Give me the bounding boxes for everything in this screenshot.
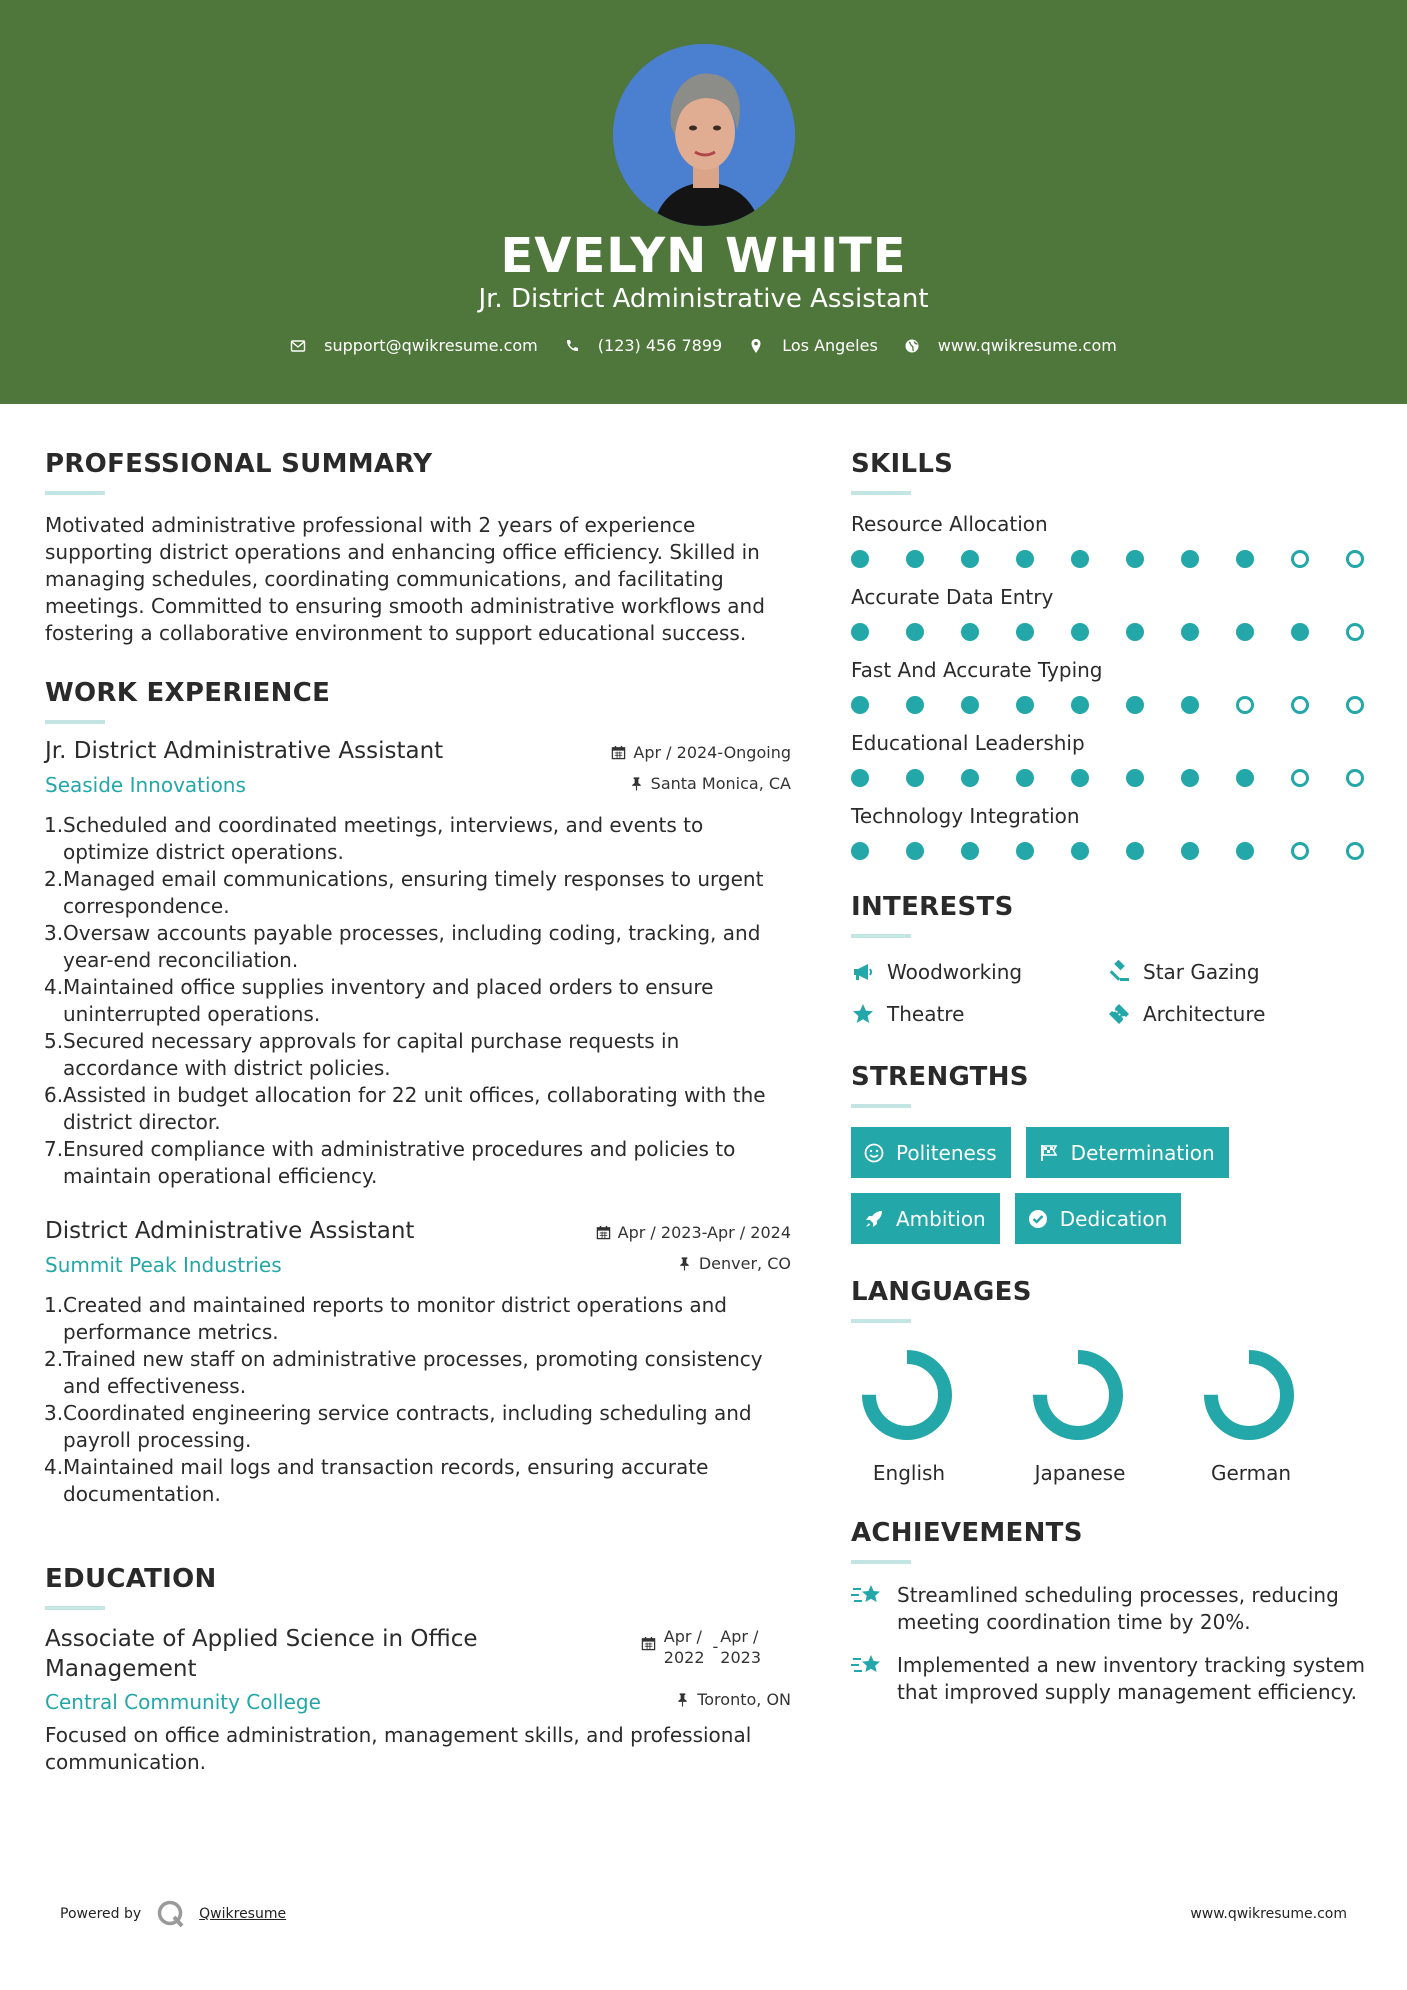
ticket-icon (1107, 1002, 1131, 1026)
rating-dot-filled (906, 550, 924, 568)
shooting-star-icon (851, 1652, 885, 1682)
school-name: Central Community College (45, 1690, 321, 1714)
phone-text: (123) 456 7899 (597, 336, 723, 355)
rating-dot-filled (961, 696, 979, 714)
rating-dot-filled (1016, 696, 1034, 714)
rating-dot-filled (1236, 769, 1254, 787)
language-level-ring (857, 1345, 957, 1445)
duty-item: 7. Ensured compliance with administrative procedures and policies to maintain operational efficiency. (44, 1137, 736, 1188)
skills-section (851, 449, 1371, 862)
rating-dot-filled (1236, 842, 1254, 860)
education-date (641, 1626, 761, 1668)
section-divider (45, 491, 105, 495)
job-entry (45, 1218, 791, 1508)
rating-dot-filled (961, 769, 979, 787)
rating-dot-filled (851, 623, 869, 641)
achievements-heading: ACHIEVEMENTS (851, 1518, 1083, 1548)
rating-dot-empty (1291, 550, 1309, 568)
job-location-text: Denver, CO (698, 1254, 791, 1273)
education-location-text: Toronto, ON (697, 1690, 791, 1709)
rating-dot-filled (1181, 769, 1199, 787)
interest-item: Star Gazing (1107, 960, 1363, 984)
rating-dot-filled (1071, 696, 1089, 714)
globe-icon (904, 338, 920, 354)
languages-list (851, 1345, 1371, 1485)
smile-icon (863, 1142, 885, 1164)
map-marker-icon (748, 338, 764, 354)
strengths-section (851, 1062, 1371, 1244)
summary-heading: PROFESSIONAL SUMMARY (45, 449, 433, 479)
skill-rating (851, 696, 1371, 716)
section-divider (851, 934, 911, 938)
rating-dot-filled (1236, 550, 1254, 568)
job-duties (45, 1292, 791, 1508)
job-company: Seaside Innovations (45, 773, 246, 797)
skill-rating (851, 550, 1371, 570)
rating-dot-filled (1181, 842, 1199, 860)
duty-item: 1. Scheduled and coordinated meetings, interviews, and events to optimize district operations. (44, 813, 704, 864)
skill-item (851, 585, 1371, 643)
calendar-icon (641, 1636, 656, 1651)
achievements-section (851, 1518, 1371, 1706)
education-entry (45, 1624, 791, 1776)
strength-badge: Politeness (851, 1127, 1011, 1178)
language-item (1022, 1345, 1193, 1485)
footer-powered-by (60, 1898, 286, 1930)
job-date-text: Apr / 2023-Apr / 2024 (617, 1223, 791, 1242)
education-date-start: Apr / 2022 (663, 1627, 705, 1667)
achievement-item: Implemented a new inventory tracking system that improved supply management efficiency. (851, 1652, 1371, 1706)
language-name: English (872, 1461, 946, 1485)
skill-rating (851, 842, 1371, 862)
rating-dot-filled (1126, 623, 1144, 641)
right-column (851, 404, 1371, 1706)
flag-icon (1038, 1142, 1060, 1164)
shooting-star-icon (851, 1582, 885, 1612)
rating-dot-filled (1071, 623, 1089, 641)
skill-name: Educational Leadership (851, 731, 1085, 755)
skill-item (851, 512, 1371, 570)
rating-dot-filled (1181, 623, 1199, 641)
skill-name: Fast And Accurate Typing (851, 658, 1103, 682)
section-divider (851, 1560, 911, 1564)
degree-title: Associate of Applied Science in Office Management (45, 1626, 478, 1682)
section-divider (851, 491, 911, 495)
skill-name: Accurate Data Entry (851, 585, 1054, 609)
calendar-icon (596, 1225, 611, 1240)
rating-dot-filled (1126, 550, 1144, 568)
language-item (1193, 1345, 1364, 1485)
skills-list (851, 512, 1371, 862)
education-date-end: Apr / 2023 (720, 1627, 761, 1667)
strength-badge: Determination (1026, 1127, 1229, 1178)
rating-dot-filled (1181, 550, 1199, 568)
skill-item (851, 731, 1371, 789)
language-name: German (1210, 1461, 1292, 1485)
language-item (851, 1345, 1022, 1485)
languages-section (851, 1277, 1371, 1485)
rating-dot-empty (1346, 550, 1364, 568)
profile-photo (613, 44, 795, 226)
section-divider (45, 1606, 105, 1610)
rating-dot-filled (1016, 550, 1034, 568)
interest-item: Theatre (851, 1002, 1107, 1026)
rating-dot-filled (906, 769, 924, 787)
duty-item: 2. Trained new staff on administrative processes, promoting consistency and effectiveness. (44, 1347, 763, 1398)
skill-item (851, 658, 1371, 716)
duty-item: 5. Secured necessary approvals for capital purchase requests in accordance with district policies. (44, 1029, 680, 1080)
duty-item: 4. Maintained mail logs and transaction records, ensuring accurate documentation. (44, 1455, 709, 1506)
rating-dot-filled (851, 769, 869, 787)
rating-dot-empty (1346, 842, 1364, 860)
skill-item (851, 804, 1371, 862)
gavel-icon (1107, 960, 1131, 984)
job-location (677, 1254, 791, 1273)
rating-dot-filled (1071, 550, 1089, 568)
languages-heading: LANGUAGES (851, 1277, 1032, 1307)
contact-location (748, 336, 878, 355)
job-title: District Administrative Assistant (45, 1218, 415, 1244)
job-entry (45, 738, 791, 1190)
rating-dot-empty (1346, 623, 1364, 641)
rating-dot-filled (906, 623, 924, 641)
rating-dot-filled (1016, 769, 1034, 787)
rating-dot-empty (1291, 769, 1309, 787)
language-level-ring (1028, 1345, 1128, 1445)
skill-name: Technology Integration (851, 804, 1080, 828)
duty-item: 4. Maintained office supplies inventory and placed orders to ensure uninterrupted operations. (44, 975, 714, 1026)
contact-bar (0, 336, 1407, 355)
rating-dot-empty (1346, 769, 1364, 787)
strengths-heading: STRENGTHS (851, 1062, 1029, 1092)
qwikresume-logo-icon (155, 1898, 187, 1930)
skill-rating (851, 623, 1371, 643)
star-icon (851, 1002, 875, 1026)
education-date-separator: - (712, 1637, 719, 1656)
skill-rating (851, 769, 1371, 789)
duty-item: 2. Managed email communications, ensuring timely responses to urgent correspondence. (44, 867, 764, 918)
job-date (611, 743, 791, 762)
interests-list (851, 960, 1371, 1026)
rating-dot-filled (1126, 696, 1144, 714)
job-date (596, 1223, 791, 1242)
pushpin-icon (629, 776, 644, 791)
pushpin-icon (675, 1692, 690, 1707)
duty-item: 6. Assisted in budget allocation for 22 unit offices, collaborating with the district director. (44, 1083, 766, 1134)
duty-item: 3. Coordinated engineering service contracts, including scheduling and payroll processing. (44, 1401, 752, 1452)
experience-heading: WORK EXPERIENCE (45, 678, 331, 708)
phone-icon (564, 338, 580, 354)
duty-item: 3. Oversaw accounts payable processes, including coding, tracking, and year-end reconciliation. (44, 921, 761, 972)
rating-dot-empty (1291, 842, 1309, 860)
rating-dot-filled (1236, 623, 1254, 641)
experience-section (45, 678, 791, 1508)
job-date-text: Apr / 2024-Ongoing (633, 743, 791, 762)
job-title: Jr. District Administrative Assistant (45, 738, 444, 764)
rating-dot-filled (961, 550, 979, 568)
rating-dot-empty (1346, 696, 1364, 714)
duty-item: 1. Created and maintained reports to monitor district operations and performance metrics. (44, 1293, 727, 1344)
strength-badge: Ambition (851, 1193, 1000, 1244)
interest-item: Architecture (1107, 1002, 1363, 1026)
job-location (629, 774, 791, 793)
rating-dot-filled (851, 550, 869, 568)
footer-website[interactable]: www.qwikresume.com (1190, 1906, 1347, 1922)
rating-dot-filled (1016, 842, 1034, 860)
skills-heading: SKILLS (851, 449, 954, 479)
education-heading: EDUCATION (45, 1564, 217, 1594)
summary-section (45, 449, 791, 647)
rating-dot-filled (1291, 623, 1309, 641)
section-divider (851, 1319, 911, 1323)
powered-by-text: Powered by (60, 1906, 142, 1922)
strengths-row (851, 1193, 1371, 1244)
location-text: Los Angeles (782, 336, 878, 355)
job-location-text: Santa Monica, CA (650, 774, 791, 793)
job-company: Summit Peak Industries (45, 1253, 282, 1277)
rating-dot-filled (906, 842, 924, 860)
bullhorn-icon (851, 960, 875, 984)
profile-photo-image (613, 44, 795, 226)
interests-heading: INTERESTS (851, 892, 1014, 922)
rating-dot-empty (1236, 696, 1254, 714)
website-text: www.qwikresume.com (937, 336, 1117, 355)
rating-dot-filled (1126, 769, 1144, 787)
summary-text: Motivated administrative professional with 2 years of experience supporting district operations and enhancing office efficiency. Skilled in managing schedules, coordinating communications, and facilitating meetings. Committed to ensuring smooth administrative workflows and fostering a collaborative environment to support educational success. (45, 513, 765, 645)
rocket-icon (863, 1208, 885, 1230)
contact-email[interactable] (290, 336, 538, 355)
candidate-name: EVELYN WHITE (500, 228, 907, 284)
calendar-icon (611, 745, 626, 760)
job-duties (45, 812, 791, 1190)
achievement-item: Streamlined scheduling processes, reducing meeting coordination time by 20%. (851, 1582, 1371, 1636)
strengths-row (851, 1127, 1371, 1178)
contact-website[interactable] (904, 336, 1117, 355)
check-circle-icon (1027, 1208, 1049, 1230)
skill-name: Resource Allocation (851, 512, 1048, 536)
rating-dot-filled (1071, 842, 1089, 860)
envelope-icon (290, 338, 306, 354)
language-name: Japanese (1034, 1461, 1126, 1485)
rating-dot-filled (851, 842, 869, 860)
rating-dot-filled (851, 696, 869, 714)
section-divider (851, 1104, 911, 1108)
left-column (45, 404, 791, 1776)
email-text: support@qwikresume.com (324, 336, 538, 355)
section-divider (45, 720, 105, 724)
education-description: Focused on office administration, management skills, and professional communication. (45, 1723, 752, 1774)
interests-section (851, 892, 1371, 1026)
contact-phone[interactable] (564, 336, 722, 355)
rating-dot-filled (961, 842, 979, 860)
strength-badge: Dedication (1015, 1193, 1182, 1244)
rating-dot-filled (1071, 769, 1089, 787)
rating-dot-filled (1016, 623, 1034, 641)
rating-dot-filled (1181, 696, 1199, 714)
resume-header (0, 0, 1407, 404)
rating-dot-filled (961, 623, 979, 641)
rating-dot-filled (1126, 842, 1144, 860)
candidate-title: Jr. District Administrative Assistant (478, 284, 929, 314)
education-section (45, 1564, 791, 1776)
language-level-ring (1199, 1345, 1299, 1445)
pushpin-icon (677, 1256, 692, 1271)
education-location (675, 1690, 791, 1709)
rating-dot-filled (906, 696, 924, 714)
qwikresume-link[interactable]: Qwikresume (199, 1906, 287, 1922)
rating-dot-empty (1291, 696, 1309, 714)
interest-item: Woodworking (851, 960, 1107, 984)
